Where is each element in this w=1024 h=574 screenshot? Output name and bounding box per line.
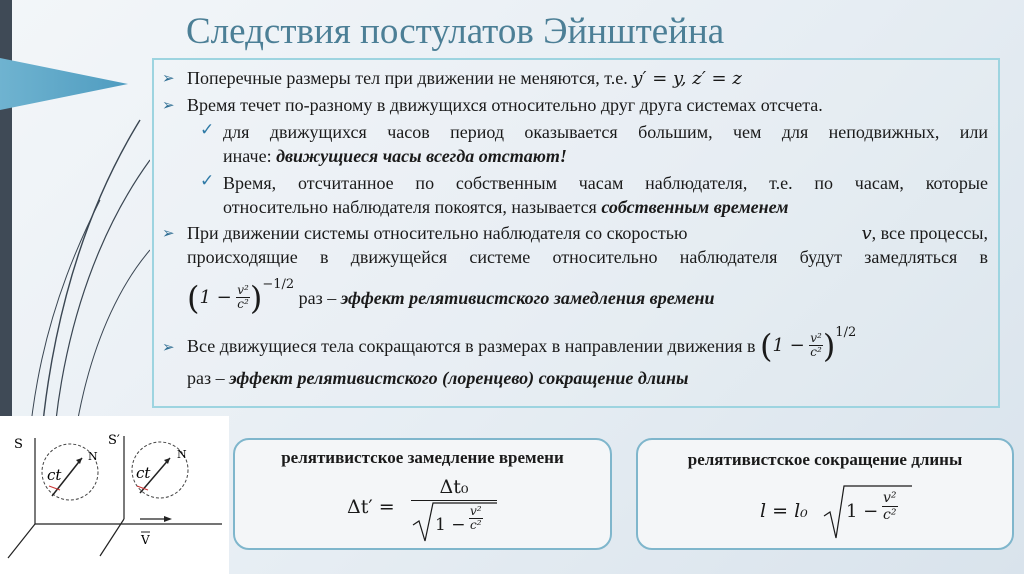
time-dilation-box: релятивистское замедление времени Δt′ = Δt₀ 1 − $\frac{\text{v²}}{\text{c²}}$: [233, 438, 612, 550]
sub-1-line-2: иначе: движущиеся часы всегда отстают!: [223, 146, 567, 166]
check-bullet-icon: ✓: [200, 120, 215, 139]
bullet-4-line-2: раз – эффект релятивистского (лоренцево) сокращение длины: [187, 368, 689, 388]
length-contraction-title: релятивистское сокращение длины: [687, 450, 963, 469]
emphasis-length-contraction: эффект релятивистского (лоренцево) сокращение длины: [229, 368, 689, 388]
sub-1-line-1: для движущихся часов период оказывается большим, чем для неподвижных, или: [223, 122, 988, 142]
page-title: Следствия постулатов Эйнштейна: [186, 11, 725, 52]
length-contraction-box: релятивистское сокращение длины l = l₀ 1 − $\frac{\text{v²}}{\text{c²}}$: [636, 438, 1014, 550]
arrow-bullet-icon: ➢: [162, 98, 175, 114]
n-label: N: [177, 448, 187, 461]
bullet-4-line-1: Все движущиеся тела сокращаются в размерах в направлении движения в (1 − $\frac{\text{v²}}{\text{c²}}$ )$^{1/2}$: [187, 325, 857, 365]
sub-2-line-2: относительно наблюдателя покоятся, называется собственным временем: [223, 197, 789, 217]
emphasis-proper-time: собственным временем: [601, 197, 789, 217]
v-label: V: [141, 533, 150, 547]
bullet-1-text: Поперечные размеры тел при движении не меняются, т.е.: [187, 68, 628, 88]
ct-label: ct: [47, 466, 62, 484]
emphasis-clocks-lag: движущиеся часы всегда отстают!: [276, 146, 567, 166]
arrow-bullet-icon: ➢: [162, 226, 175, 242]
s-label: S: [14, 437, 23, 452]
emphasis-time-dilation: эффект релятивистского замедления времени: [340, 287, 715, 308]
bullet-2: Время течет по-разному в движущихся относительно друг друга системах отсчета.: [187, 95, 823, 115]
bullet-1: [187, 67, 742, 90]
reference-frames-figure: [0, 416, 229, 574]
bullet-3-line-1: При движении системы относительно наблюдателя со скоростью v, все процессы,: [187, 223, 988, 244]
s-prime-label: S′: [108, 433, 120, 448]
time-dilation-title: релятивистское замедление времени: [281, 448, 564, 467]
bullet-1-formula: y′ = y, z′ = z: [632, 68, 742, 89]
ct-label: ct: [136, 464, 151, 482]
arrow-bullet-icon: ➢: [162, 340, 175, 356]
arrow-bullet-icon: ➢: [162, 71, 175, 87]
bullet-3-line-2: происходящие в движущейся системе относительно наблюдателя будут замедляться в: [187, 247, 988, 267]
bullet-3-line-3: (1 − $\frac{\text{v²}}{\text{c²}}$ )$^{-1/2}$ раз – эффект релятивистского замедления времени: [187, 277, 715, 317]
check-bullet-icon: ✓: [200, 171, 215, 190]
n-label: N: [88, 450, 98, 463]
sub-2-line-1: Время, отсчитанное по собственным часам наблюдателя, т.е. по часам, которые: [223, 173, 988, 193]
frames-diagram: [0, 416, 229, 574]
